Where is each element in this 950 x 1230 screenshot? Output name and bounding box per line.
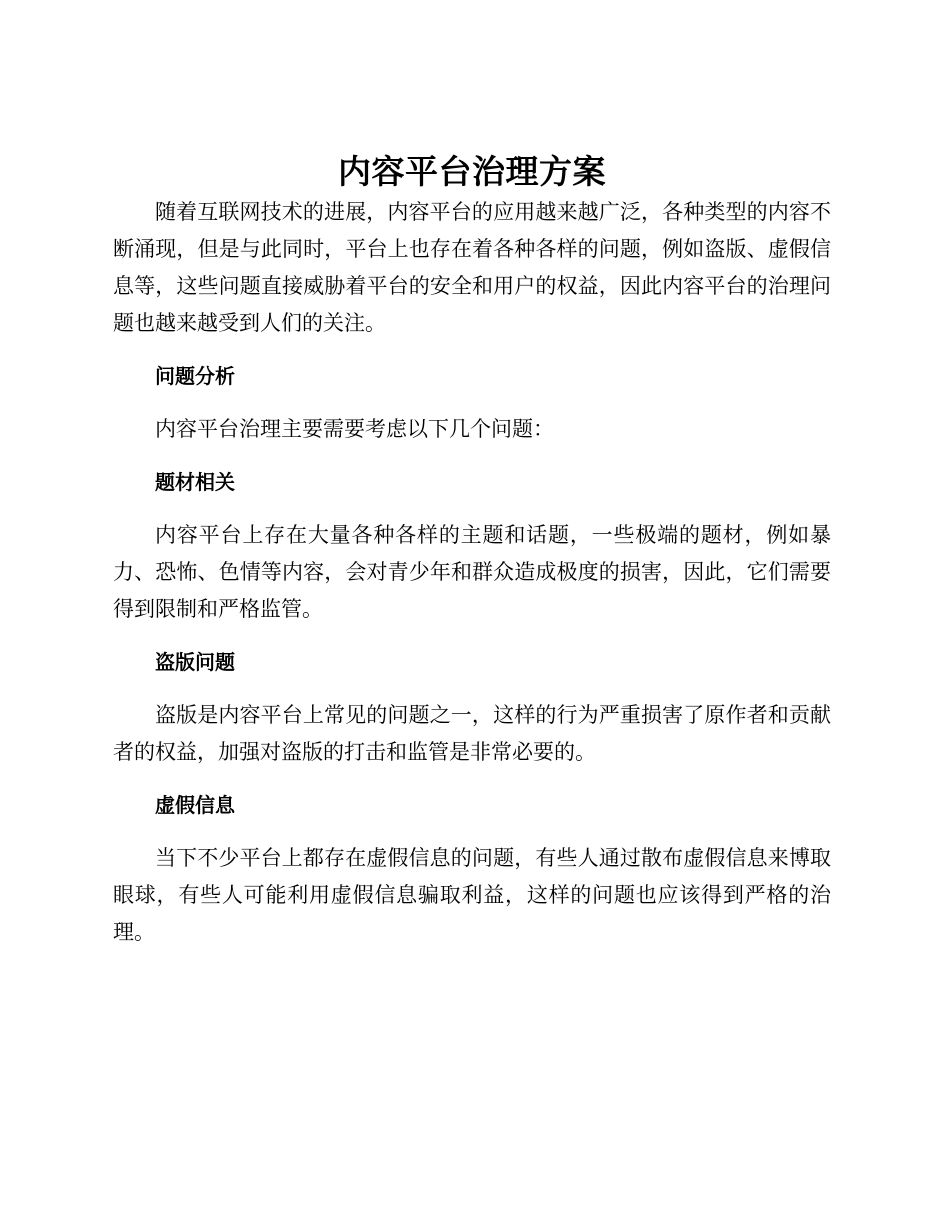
section-body-topics: 内容平台上存在大量各种各样的主题和话题，一些极端的题材，例如暴力、恐怖、色情等内容，会对青少年和群众造成极度的损害，因此，它们需要得到限制和严格监管。 (113, 523, 831, 621)
intro-paragraph: 随着互联网技术的进展，内容平台的应用越来越广泛，各种类型的内容不断涌现，但是与此同时，平台上也存在着各种各样的问题，例如盗版、虚假信息等，这些问题直接威胁着平台的安全和用户的权益，因此内容平台的治理问题也越来越受到人们的关注。 (113, 200, 831, 335)
document-title: 内容平台治理方案 (338, 152, 606, 191)
section-heading-topics: 题材相关 (155, 470, 235, 494)
section-body-analysis: 内容平台治理主要需要考虑以下几个问题： (155, 417, 554, 441)
section-body-piracy: 盗版是内容平台上常见的问题之一，这样的行为严重损害了原作者和贡献者的权益，加强对盗版的打击和监管是非常必要的。 (113, 703, 831, 764)
section-heading-piracy: 盗版问题 (155, 650, 235, 674)
section-heading-misinformation: 虚假信息 (155, 793, 235, 817)
section-body-misinformation: 当下不少平台上都存在虚假信息的问题，有些人通过散布虚假信息来博取眼球，有些人可能利用虚假信息骗取利益，这样的问题也应该得到严格的治理。 (113, 846, 831, 944)
document-page (113, 150, 831, 951)
section-heading-analysis: 问题分析 (155, 364, 235, 388)
